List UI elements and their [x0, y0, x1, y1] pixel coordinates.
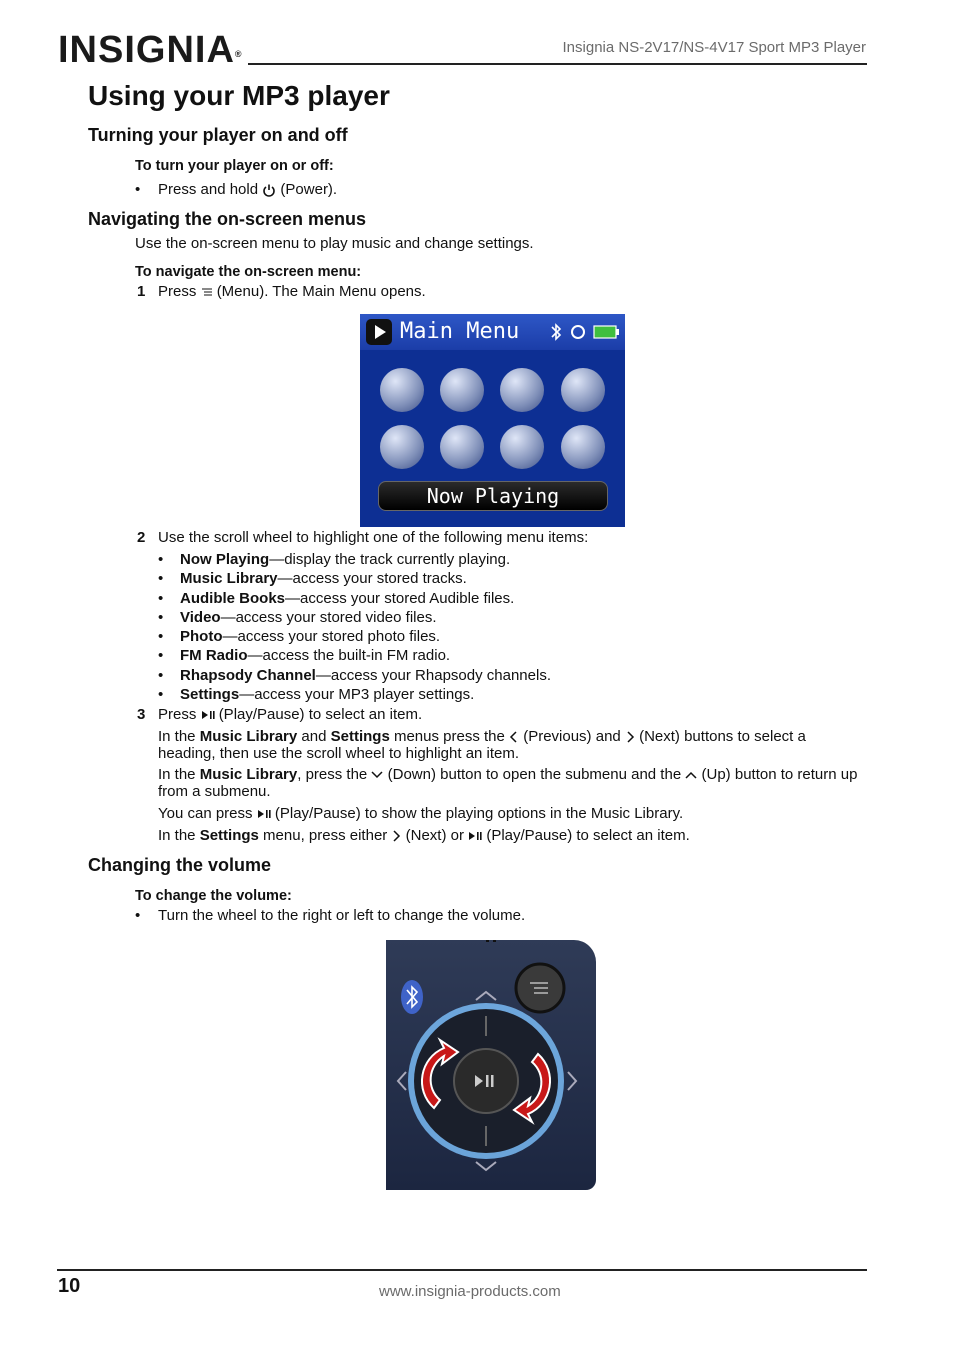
list-item: • Settings—access your MP3 player settings.	[158, 686, 475, 704]
step-number: 2	[137, 529, 146, 546]
insignia-logo	[58, 30, 243, 70]
bullet-dot: •	[135, 907, 141, 924]
list-item: • Video—access your stored video files.	[158, 608, 437, 626]
chevron-right-icon	[625, 731, 635, 743]
scroll-wheel-illustration	[386, 940, 596, 1190]
play-pause-icon	[201, 710, 215, 720]
bullet-dot: •	[158, 666, 164, 684]
play-icon	[366, 319, 392, 345]
fm-radio-icon	[440, 425, 484, 469]
bullet-dot: •	[158, 570, 164, 588]
power-icon	[262, 183, 276, 197]
page-number: 10	[58, 1275, 81, 1297]
menu-intro: Use the on-screen menu to play music and change settings.	[135, 235, 534, 252]
logo-text: INSIGNIA	[58, 29, 235, 71]
now-playing-label: Now Playing	[426, 484, 560, 508]
list-item: • Photo—access your stored photo files.	[158, 628, 441, 646]
list-item: • Music Library—access your stored tracks.	[158, 570, 467, 588]
screen-title-bar	[360, 314, 625, 350]
play-pause-icon	[468, 831, 482, 841]
list-item: • Now Playing—display the track currently playing.	[158, 551, 511, 568]
step-3: 3 Press (Play/Pause) to select an item.	[137, 706, 423, 723]
heading-menus: Navigating the on-screen menus	[88, 209, 367, 229]
bullet-power: • Press and hold (Power).	[135, 181, 338, 198]
paragraph-music-library: In the Music Library, press the (Down) button to open the submenu and the (Up) button to return up from a submenu.	[158, 766, 858, 800]
menu-button	[516, 964, 564, 1012]
subheading-power: To turn your player on or off:	[135, 158, 334, 174]
main-menu-screen	[360, 314, 625, 527]
photo-icon	[561, 368, 605, 412]
video-icon	[500, 368, 544, 412]
list-item: • FM Radio—access the built-in FM radio.	[158, 647, 451, 665]
bluetooth-icon	[552, 325, 560, 339]
music-library-icon	[440, 368, 484, 412]
bluetooth-icon	[401, 980, 423, 1014]
play-pause-icon	[257, 809, 271, 819]
bullet-dot: •	[158, 608, 164, 626]
list-item: • Audible Books—access your stored Audible files.	[158, 589, 515, 607]
chevron-down-icon	[476, 1162, 496, 1170]
chevron-left-icon	[509, 731, 519, 743]
heading-volume: Changing the volume	[88, 855, 272, 875]
chevron-up-icon	[476, 992, 496, 1000]
bullet-dot: •	[135, 181, 141, 198]
step-2: 2 Use the scroll wheel to highlight one of the following menu items:	[137, 529, 589, 546]
bullet-dot: •	[158, 551, 164, 568]
subheading-menu: To navigate the on-screen menu:	[135, 264, 362, 280]
repeat-icon	[572, 326, 584, 338]
list-item: • Rhapsody Channel—access your Rhapsody channels.	[158, 666, 551, 684]
bullet-dot: •	[158, 686, 164, 704]
settings-gear-icon	[561, 425, 605, 469]
chevron-up-icon	[685, 770, 697, 780]
play-pause-button	[454, 1049, 518, 1113]
step-number: 1	[137, 283, 146, 300]
header-product-title: Insignia NS-2V17/NS-4V17 Sport MP3 Player	[562, 39, 866, 56]
scroll-wheel-graphic	[386, 940, 596, 1190]
now-playing-icon	[380, 368, 424, 412]
bullet-dot: •	[158, 628, 164, 646]
header-rule	[248, 63, 867, 65]
subheading-volume: To change the volume:	[135, 888, 292, 904]
audible-books-icon	[380, 425, 424, 469]
heading-power: Turning your player on and off	[88, 125, 348, 145]
step-number: 3	[137, 706, 146, 723]
chevron-right-icon	[391, 830, 401, 842]
menu-items-list	[158, 551, 758, 705]
battery-icon	[594, 326, 619, 338]
screen-title: Main Menu	[400, 319, 520, 344]
paragraph-playing-options: You can press (Play/Pause) to show the playing options in the Music Library.	[158, 805, 684, 822]
chevron-right-icon	[568, 1072, 576, 1090]
now-playing-bar	[378, 481, 608, 511]
paragraph-settings-select: In the Settings menu, press either (Next) or (Play/Pause) to select an item.	[158, 827, 690, 844]
logo-registered-mark: ®	[234, 49, 243, 59]
page-title: Using your MP3 player	[88, 80, 390, 111]
chevron-left-icon	[398, 1072, 406, 1090]
menu-icon	[201, 287, 213, 297]
rhapsody-channel-icon	[500, 425, 544, 469]
chevron-down-icon	[371, 770, 383, 780]
footer-url: www.insignia-products.com	[379, 1283, 561, 1300]
paragraph-music-settings: In the Music Library and Settings menus press the (Previous) and (Next) buttons to select a heading, then use the scroll wheel to highlight an item.	[158, 728, 806, 762]
step-1: 1 Press (Menu). The Main Menu opens.	[137, 283, 426, 300]
status-icons	[548, 322, 620, 342]
footer-rule	[57, 1269, 867, 1271]
bullet-dot: •	[158, 589, 164, 607]
bullet-dot: •	[158, 647, 164, 665]
bullet-volume: • Turn the wheel to the right or left to change the volume.	[135, 907, 526, 924]
